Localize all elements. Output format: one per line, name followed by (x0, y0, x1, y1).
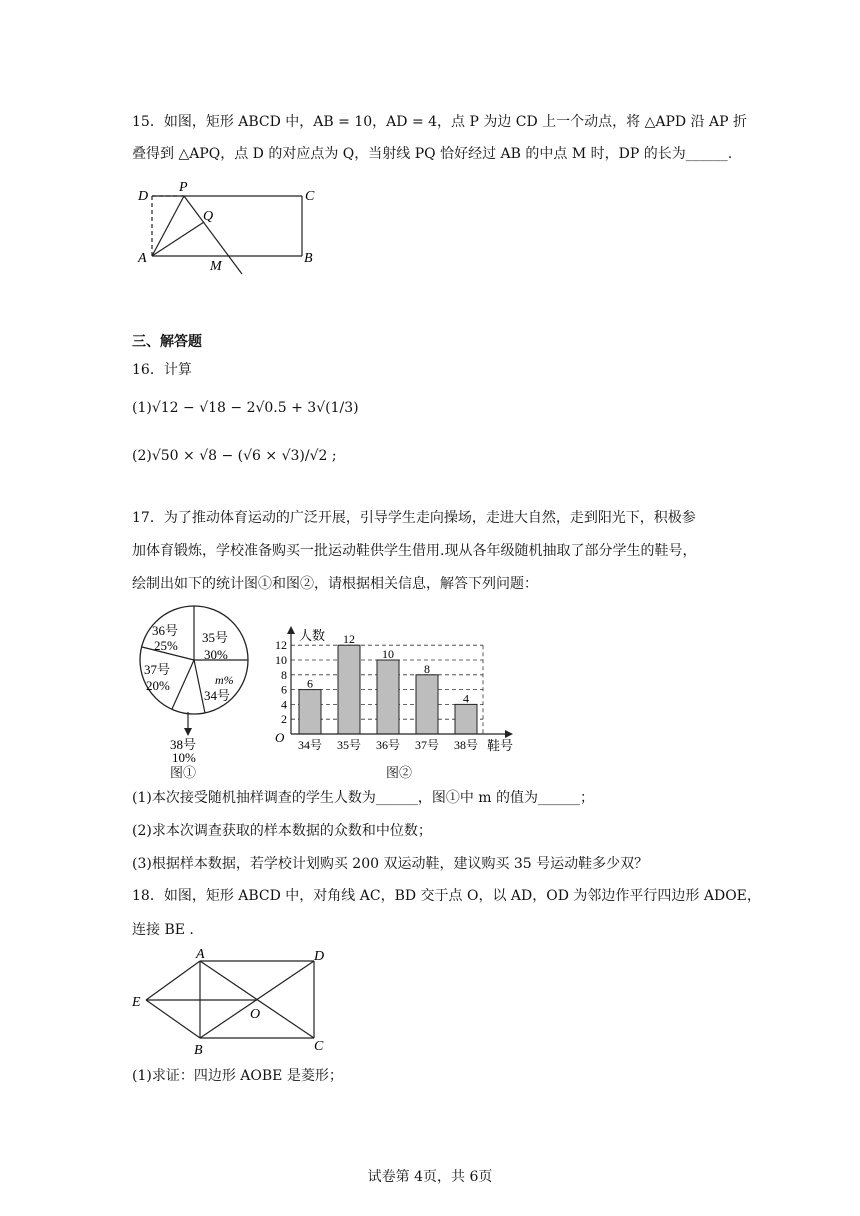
label-B: B (304, 251, 313, 266)
x-tick-label: 37号 (414, 738, 440, 752)
bar-34号 (299, 690, 321, 734)
y-tick-label: 2 (281, 712, 287, 727)
pie-label-37: 37号 (144, 662, 171, 677)
x-tick-label: 34号 (297, 738, 323, 752)
pie-chart (132, 602, 262, 762)
label-D: D (138, 189, 149, 204)
pie-value-34: m% (215, 673, 234, 687)
label-P: P (179, 180, 188, 195)
q17-line-2: 加体育锻炼，学校准备购买一批运动鞋供学生借用.现从各年级随机抽取了部分学生的鞋号， (132, 543, 697, 559)
section-heading: 三、解答题 (132, 334, 202, 350)
q15-figure (132, 178, 322, 278)
label-E: E (132, 995, 141, 1010)
bar-value-label: 6 (307, 676, 313, 691)
x-tick-label: 35号 (336, 738, 362, 752)
page-footer: 试卷第 4页，共 6页 (367, 1169, 493, 1185)
label-Q: Q (203, 209, 214, 224)
q18-figure (132, 946, 332, 1061)
bar-chart (265, 622, 525, 757)
pie-label-36: 36号 (152, 623, 179, 638)
fig2-caption: 图② (386, 766, 413, 781)
q15-line-2: 叠得到 △APQ，点 D 的对应点为 Q，当射线 PQ 恰好经过 AB 的中点 M 时，DP 的长为______. (132, 146, 733, 162)
q16-item-1-prefix: (1) (132, 400, 152, 416)
q15-line-1: 15．如图，矩形 ABCD 中，AB = 10，AD = 4，点 P 为边 CD 上一个动点，将 △APD 沿 AP 折 (132, 114, 748, 130)
bar-value-label: 4 (463, 691, 469, 706)
q18-line-1: 18．如图，矩形 ABCD 中，对角线 AC，BD 交于点 O，以 AD，OD 为邻边作平行四边形 ADOE， (132, 888, 761, 904)
y-tick-label: 4 (281, 697, 287, 712)
label-M: M (210, 259, 222, 274)
q16-item-2-prefix: (2) (132, 448, 152, 464)
x-tick-label: 38号 (453, 738, 479, 752)
bar-38号 (455, 704, 477, 734)
label-B: B (194, 1043, 203, 1058)
q18-sub-1: (1)求证：四边形 AOBE 是菱形； (132, 1068, 343, 1084)
pie-label-38: 38号 (170, 737, 197, 752)
q17-line-3: 绘制出如下的统计图①和图②，请根据相关信息，解答下列问题： (132, 576, 538, 592)
y-tick-label: 12 (275, 638, 287, 653)
bar-37号 (416, 675, 438, 734)
q17-sub-1: (1)本次接受随机抽样调查的学生人数为______，图①中 m 的值为______； (132, 790, 595, 806)
q18-line-2: 连接 BE . (132, 922, 194, 938)
label-A: A (196, 947, 205, 962)
bar-35号 (338, 645, 360, 734)
q16-item-1-expr: √12 − √18 − 2√0.5 + 3√(1/3) (151, 400, 359, 416)
bar-36号 (377, 660, 399, 734)
pie-value-37: 20% (146, 678, 170, 693)
pie-slice-boundary (194, 660, 205, 713)
y-axis-label: 人数 (299, 628, 326, 643)
pie-value-35: 30% (204, 647, 228, 662)
x-tick-label: 36号 (375, 738, 401, 752)
bar-value-label: 8 (424, 661, 430, 676)
bar-value-label: 12 (343, 632, 355, 647)
label-A: A (138, 251, 147, 266)
pie-label-35: 35号 (202, 630, 229, 645)
q16-title: 16．计算 (132, 362, 192, 378)
pie-value-38: 10% (172, 750, 196, 762)
x-axis-label: 鞋号 (487, 738, 514, 753)
q17-line-1: 17．为了推动体育运动的广泛开展，引导学生走向操场，走进大自然，走到阳光下，积极参 (132, 510, 696, 526)
pie-slice-boundary (172, 660, 194, 709)
label-D: D (314, 949, 325, 964)
fig1-caption: 图① (170, 766, 197, 781)
pie-label-34: 34号 (204, 688, 231, 703)
label-C: C (314, 1039, 324, 1054)
bar-value-label: 10 (382, 647, 394, 661)
q16-item-2-expr: √50 × √8 − (√6 × √3)/√2 ; (151, 448, 337, 464)
y-tick-label: 6 (281, 682, 287, 697)
label-O: O (250, 1007, 261, 1022)
origin-label: O (275, 730, 285, 745)
pie-value-36: 25% (154, 638, 178, 653)
q17-sub-3: (3)根据样本数据，若学校计划购买 200 双运动鞋，建议购买 35 号运动鞋多少双？ (132, 856, 649, 872)
y-tick-label: 10 (275, 653, 287, 667)
label-C: C (305, 189, 315, 204)
q17-sub-2: (2)求本次调查获取的样本数据的众数和中位数； (132, 823, 432, 839)
y-tick-label: 8 (281, 667, 287, 682)
q16-item-1 (132, 398, 359, 418)
q16-item-2 (132, 446, 337, 466)
